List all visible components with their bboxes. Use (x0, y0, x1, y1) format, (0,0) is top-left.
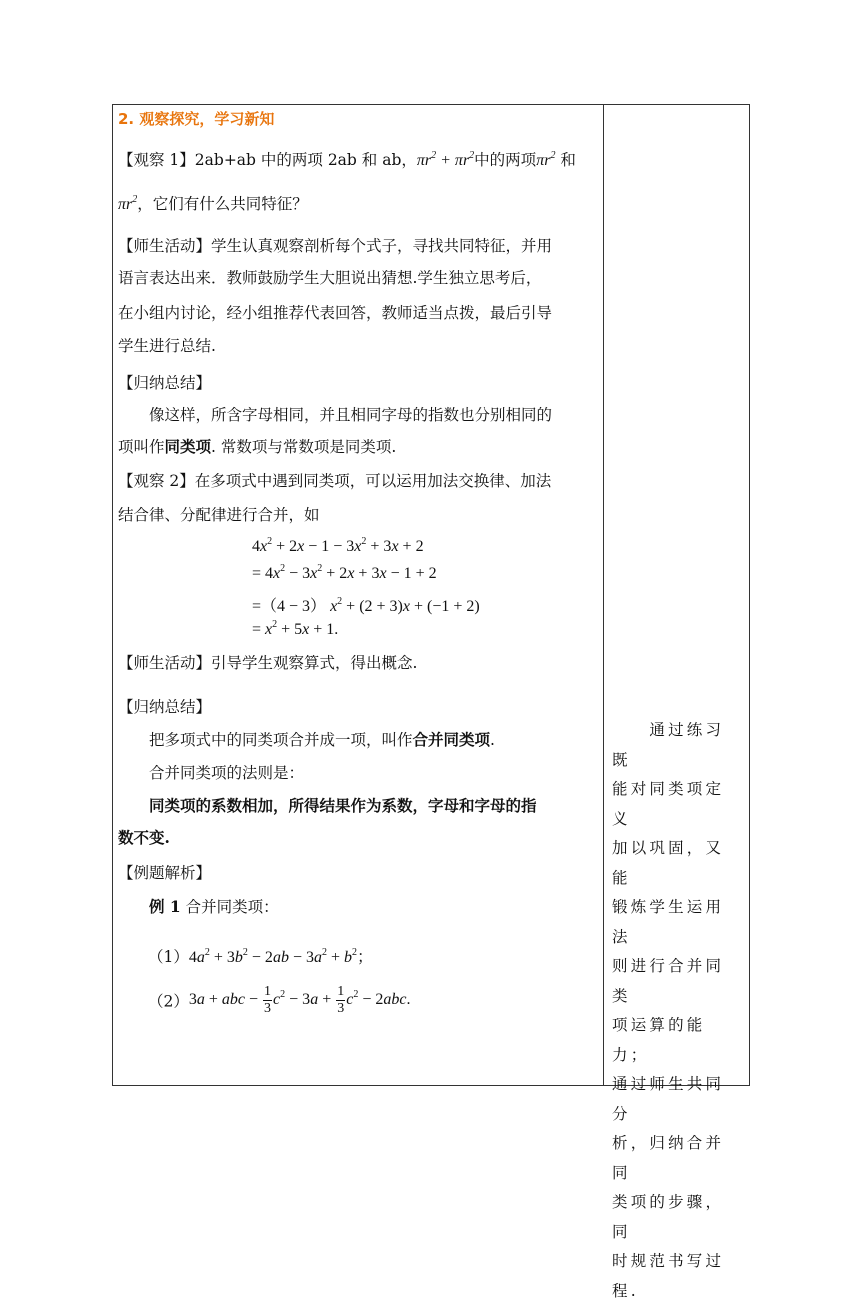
side-note (612, 716, 742, 1306)
side-note-line: 锻炼学生运用法 (612, 893, 742, 952)
observation-2-line2: 结合律、分配律进行合并，如 (118, 503, 320, 525)
side-note-line: 项运算的能力； (612, 1011, 742, 1070)
side-note-line: 能对同类项定义 (612, 775, 742, 834)
activity-1-line1: 【师生活动】学生认真观察剖析每个式子，寻找共同特征，并用 (118, 234, 552, 256)
observation-2-line1: 【观察 2】在多项式中遇到同类项，可以运用加法交换律、加法 (118, 469, 551, 491)
side-note-line: 加以巩固，又能 (612, 834, 742, 893)
example-label: 【例题解析】 (118, 861, 211, 883)
side-note-line: 则进行合并同类 (612, 952, 742, 1011)
example-1-intro: 例 1 合并同类项： (149, 895, 279, 917)
expression-2: 3a + abc − $\frac{1}{3}$ $c^2 - 3a$ + $\frac{1}{3}$ $c^2 - 2abc$. (189, 991, 411, 1008)
activity-1-line4: 学生进行总结. (118, 334, 216, 356)
formula-pi-r2-b: $\pi r^2$ (118, 196, 137, 213)
derivation-step-4: = $x^2 + 5x + 1$. (252, 621, 338, 639)
activity-1-line2: 语言表达出来．教师鼓励学生大胆说出猜想.学生独立思考后， (118, 266, 541, 288)
rule-intro: 合并同类项的法则是： (149, 761, 304, 783)
term-combine-like-terms: 合并同类项 (413, 730, 491, 749)
side-note-line: 类项的步骤，同 (612, 1188, 742, 1247)
side-note-line: 程. (612, 1277, 742, 1306)
example-item-2: （2）3a + abc − $\frac{1}{3}$ $c^2 - 3a$ + $\frac{1}{3}$ $c^2 - 2abc$. (148, 984, 410, 1017)
derivation-step-1: $4x^2 + 2x - 1 - 3x^2 + 3x + 2$ (252, 538, 424, 556)
expression-1: $4a^2 + 3b^2 - 2ab - 3a^2 + b^2$； (189, 949, 373, 966)
observation-1-line1: 【观察 1】2ab+ab 中的两项 2ab 和 ab，$\pi r^2 + \pi r^2$中的两项$\pi r^2$ 和 (118, 148, 576, 170)
summary-2-line1: 把多项式中的同类项合并成一项，叫作合并同类项. (149, 728, 495, 750)
summary-1-line2: 项叫作同类项. 常数项与常数项是同类项. (118, 435, 396, 457)
side-note-line: 通过练习既 (612, 716, 742, 775)
derivation-step-3: =（4 − 3） $x^2 + (2 + 3)x + (-1 + 2)$ (252, 593, 480, 616)
rule-line1: 同类项的系数相加，所得结果作为系数，字母和字母的指 (149, 794, 537, 816)
derivation-step-2: = $4x^2 - 3x^2 + 2x + 3x - 1 + 2$ (252, 565, 437, 583)
summary-1-line1: 像这样，所含字母相同，并且相同字母的指数也分别相同的 (149, 403, 552, 425)
side-note-line: 通过师生共同分 (612, 1070, 742, 1129)
formula-pi-r2-a: $\pi r^2$ (536, 152, 555, 169)
activity-2: 【师生活动】引导学生观察算式，得出概念. (118, 651, 417, 673)
formula-pi-r2-sum: $\pi r^2 + \pi r^2$ (417, 152, 474, 169)
column-divider (603, 104, 604, 1086)
example-item-1: $(1)4a^2 + 3b^2 - 2ab - 3a^2 + b^2$； (148, 944, 373, 967)
summary-label-1: 【归纳总结】 (118, 371, 211, 393)
section-title: 2. 观察探究，学习新知 (118, 108, 274, 129)
rule-line2: 数不变. (118, 826, 170, 848)
side-note-line: 时规范书写过 (612, 1247, 742, 1277)
activity-1-line3: 在小组内讨论，经小组推荐代表回答，教师适当点拨，最后引导 (118, 301, 552, 323)
side-note-line: 析，归纳合并同 (612, 1129, 742, 1188)
observation-1-line2: $\pi r^2$，它们有什么共同特征？ (118, 192, 308, 214)
summary-label-2: 【归纳总结】 (118, 695, 211, 717)
term-like-terms: 同类项 (165, 437, 212, 456)
